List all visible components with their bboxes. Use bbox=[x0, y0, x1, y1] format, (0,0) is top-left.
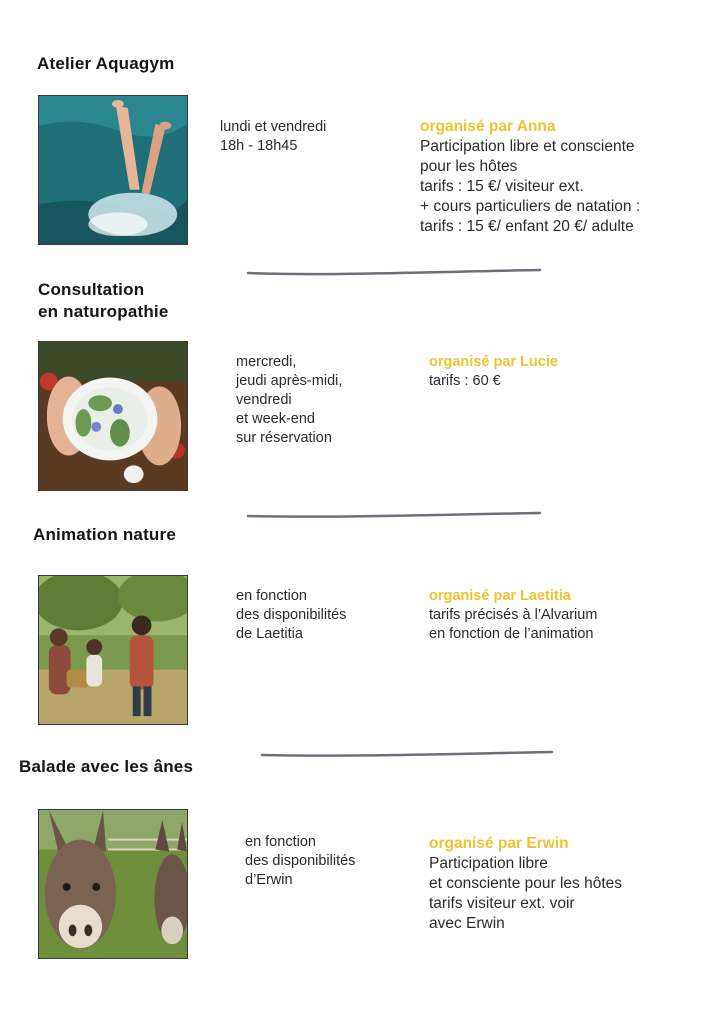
schedule-aquagym: lundi et vendredi 18h - 18h45 bbox=[220, 119, 327, 154]
section-title-balade-anes: Balade avec les ânes bbox=[19, 757, 194, 776]
schedule-balade-anes: en fonction des disponibilités d’Erwin bbox=[245, 834, 356, 888]
details-naturopathie: organisé par Lucie tarifs : 60 € bbox=[429, 354, 558, 389]
schedule-naturopathie: mercredi, jeudi après-midi, vendredi et week-end sur réservation bbox=[236, 354, 343, 446]
section-title-animation-nature: Animation nature bbox=[33, 525, 176, 544]
section-title-aquagym: Atelier Aquagym bbox=[37, 54, 175, 73]
organizer-label: organisé par Anna bbox=[420, 118, 556, 135]
separator-3 bbox=[262, 752, 552, 756]
details-animation-nature: organisé par Laetitia tarifs précisés à l’Alvarium en fonction de l’animation bbox=[429, 588, 598, 642]
separator-2 bbox=[248, 513, 540, 517]
schedule-animation-nature: en fonction des disponibilités de Laetitia bbox=[236, 588, 347, 642]
donkeys-photo bbox=[38, 809, 188, 959]
details-balade-anes: organisé par Erwin Participation libre et consciente pour les hôtes tarifs visiteur ext. voir avec Erwin bbox=[429, 835, 623, 932]
details-aquagym: organisé par Anna Participation libre et consciente pour les hôtes tarifs : 15 €/ visiteur ext. + cours particuliers de natation : tarifs : 15 €/ enfant 20 €/ adulte bbox=[420, 118, 641, 235]
nature-group-photo bbox=[38, 575, 188, 725]
organizer-label: organisé par Lucie bbox=[429, 354, 558, 370]
swimmer-diving-photo bbox=[38, 95, 188, 245]
organizer-label: organisé par Laetitia bbox=[429, 588, 571, 604]
separator-1 bbox=[248, 270, 540, 274]
herbal-bowl-hands-photo bbox=[38, 341, 188, 491]
section-title-naturopathie: Consultation en naturopathie bbox=[38, 280, 169, 321]
organizer-label: organisé par Erwin bbox=[429, 835, 569, 852]
